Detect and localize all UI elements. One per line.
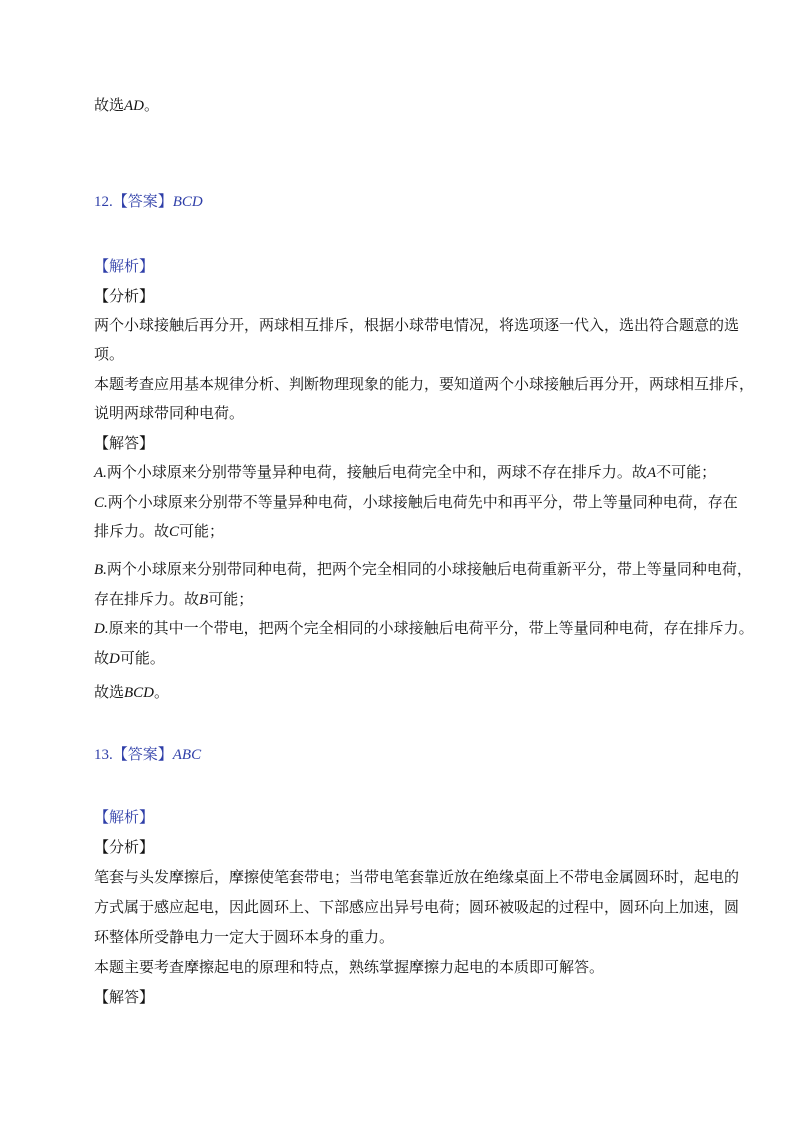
q13-answer-line: 13.【答案】ABC [94, 745, 202, 763]
q13-fenxi-line3: 环整体所受静电力一定大于圆环本身的重力。 [94, 928, 395, 946]
q12-jieda-tag: 【解答】 [94, 434, 155, 452]
q12-fenxi-tag: 【分析】 [94, 287, 155, 305]
q13-fenxi-line2: 方式属于感应起电，因此圆环上、下部感应出异号电荷；圆环被吸起的过程中，圆环向上加速，圆 [94, 898, 740, 916]
q12-analysis-tag: 【解析】 [94, 257, 155, 275]
q13-analysis-tag: 【解析】 [94, 808, 155, 826]
q12-fenxi-line1: 两个小球接触后再分开，两球相互排斥，根据小球带电情况，将选项逐一代入，选出符合题意的选 [94, 316, 740, 334]
q12-option-a: A.两个小球原来分别带等量异种电荷，接触后电荷完全中和，两球不存在排斥力。故A不可能； [94, 463, 717, 481]
q13-summary-line1: 本题主要考查摩擦起电的原理和特点，熟练掌握摩擦力起电的本质即可解答。 [94, 958, 605, 976]
q12-summary-line1: 本题考查应用基本规律分析、判断物理现象的能力，要知道两个小球接触后再分开，两球相互排斥， [94, 375, 755, 393]
q12-conclusion: 故选BCD。 [94, 683, 170, 701]
q12-option-c: C.两个小球原来分别带不等量异种电荷，小球接触后电荷先中和再平分，带上等量同种电荷，存在 [94, 493, 738, 511]
q13-fenxi-tag: 【分析】 [94, 838, 155, 856]
q12-option-b: B.两个小球原来分别带同种电荷，把两个完全相同的小球接触后电荷重新平分，带上等量同种电荷， [94, 560, 752, 578]
q12-answer-line: 12.【答案】BCD [94, 192, 203, 210]
q12-option-d-cont: 故D可能。 [94, 649, 165, 667]
q12-option-b-cont: 存在排斥力。故B可能； [94, 590, 254, 608]
q12-summary-line2: 说明两球带同种电荷。 [94, 404, 245, 422]
q11-conclusion: 故选AD。 [94, 96, 160, 114]
q13-jieda-tag: 【解答】 [94, 988, 155, 1006]
q12-option-d: D.原来的其中一个带电，把两个完全相同的小球接触后电荷平分，带上等量同种电荷，存在排斥力。 [94, 619, 754, 637]
q12-fenxi-line2: 项。 [94, 345, 125, 363]
q12-option-c-cont: 排斥力。故C可能； [94, 522, 225, 540]
q13-fenxi-line1: 笔套与头发摩擦后，摩擦使笔套带电；当带电笔套靠近放在绝缘桌面上不带电金属圆环时，起电的 [94, 868, 740, 886]
